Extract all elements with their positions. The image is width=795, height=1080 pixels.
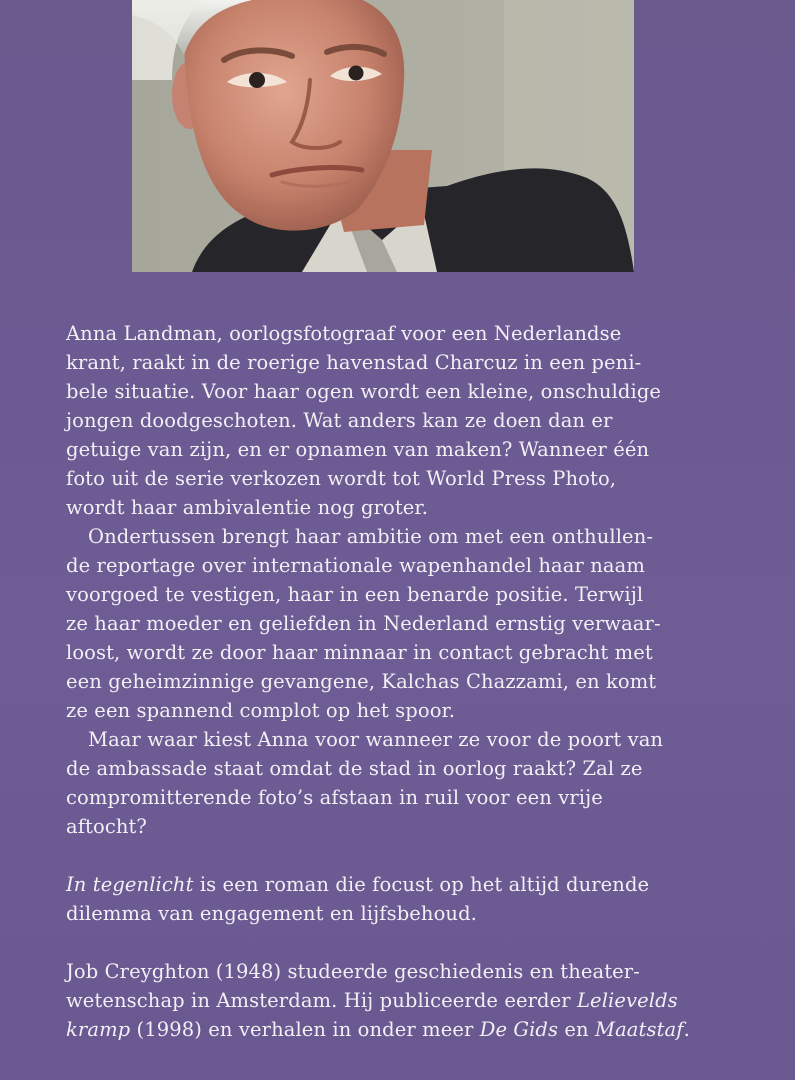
author-portrait-image — [132, 0, 634, 272]
bio-period: . — [683, 1018, 690, 1041]
blurb-line: wordt haar ambivalentie nog groter. — [66, 496, 429, 519]
blurb-paragraph-3 — [66, 725, 758, 841]
blurb-line: bele situatie. Voor haar ogen wordt een kleine, onschuldige — [66, 380, 662, 403]
blurb-paragraph-1 — [66, 319, 758, 522]
blurb-line: de ambassade staat omdat de stad in oorlog raakt? Zal ze — [66, 757, 643, 780]
back-cover-blurb — [66, 319, 758, 1044]
blurb-line: Ondertussen brengt haar ambitie om met een onthullen- — [88, 525, 654, 548]
bio-line-1: Job Creyghton (1948) studeerde geschiedenis en theater- — [66, 960, 640, 983]
blurb-line: voorgoed te vestigen, haar in een benarde positie. Terwijl — [66, 583, 644, 606]
blurb-line: de reportage over internationale wapenhandel haar naam — [66, 554, 645, 577]
previous-book-title-end: kramp — [66, 1018, 131, 1041]
blurb-paragraph-2 — [66, 522, 758, 725]
paragraph-gap — [66, 841, 758, 870]
author-bio — [66, 957, 758, 1044]
book-title: In tegenlicht — [66, 873, 194, 896]
blurb-line: krant, raakt in de roerige havenstad Charcuz in een peni- — [66, 351, 642, 374]
blurb-line: ze een spannend complot op het spoor. — [66, 699, 456, 722]
blurb-line: foto uit de serie verkozen wordt tot World Press Photo, — [66, 467, 617, 490]
author-photo — [132, 0, 634, 272]
bio-line-2 — [66, 986, 758, 1015]
periodical-title: De Gids — [479, 1018, 559, 1041]
closing-line-1 — [66, 870, 758, 899]
closing-line-1-text: is een roman die focust op het altijd durende — [193, 873, 650, 896]
paragraph-gap — [66, 928, 758, 957]
bio-line-3-text: (1998) en verhalen in onder meer — [130, 1018, 480, 1041]
blurb-line: ze haar moeder en geliefden in Nederland ernstig verwaar- — [66, 612, 661, 635]
closing-line-2: dilemma van engagement en lijfsbehoud. — [66, 902, 477, 925]
blurb-line: een geheimzinnige gevangene, Kalchas Chazzami, en komt — [66, 670, 657, 693]
blurb-line: aftocht? — [66, 815, 147, 838]
periodical-title: Maatstaf — [595, 1018, 684, 1041]
bio-line-2-text: wetenschap in Amsterdam. Hij publiceerde eerder — [66, 989, 577, 1012]
blurb-line: jongen doodgeschoten. Wat anders kan ze doen dan er — [66, 409, 613, 432]
blurb-line: getuige van zijn, en er opnamen van maken? Wanneer één — [66, 438, 650, 461]
bio-line-3 — [66, 1015, 758, 1044]
bio-conjunction: en — [558, 1018, 596, 1041]
blurb-line: Anna Landman, oorlogsfotograaf voor een Nederlandse — [66, 322, 622, 345]
previous-book-title: Lelievelds — [577, 989, 678, 1012]
blurb-line: loost, wordt ze door haar minnaar in contact gebracht met — [66, 641, 653, 664]
blurb-line: Maar waar kiest Anna voor wanneer ze voor de poort van — [88, 728, 664, 751]
closing-paragraph — [66, 870, 758, 928]
blurb-line: compromitterende foto’s afstaan in ruil voor een vrije — [66, 786, 603, 809]
